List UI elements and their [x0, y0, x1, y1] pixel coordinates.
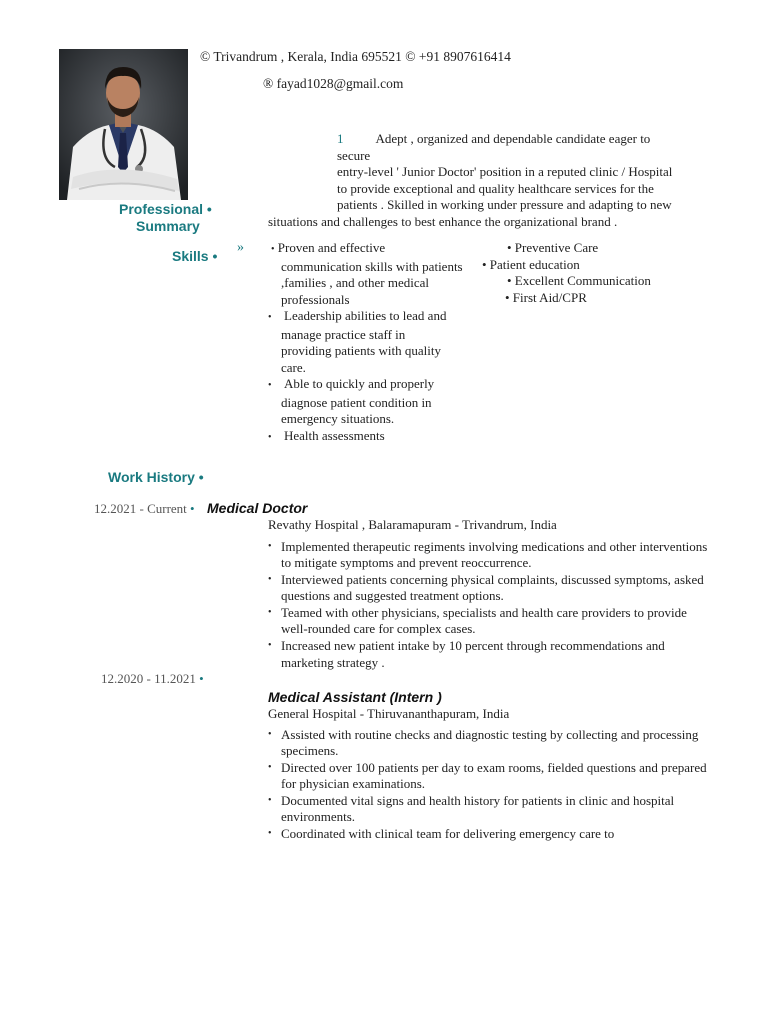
job-employer: General Hospital - Thiruvananthapuram, India — [268, 706, 510, 721]
list-item: • Interviewed patients concerning physical complaints, discussed symptoms, asked questions and suggested treatment options. — [268, 572, 713, 605]
skill-text: emergency situations. — [281, 411, 395, 426]
contact-email: ® fayad1028@gmail.com — [263, 76, 404, 91]
summary-line-6: situations and challenges to best enhance the organizational brand . — [268, 213, 618, 229]
job-title: Medical Doctor — [207, 500, 308, 516]
skill-text: Able to quickly and properly — [284, 376, 435, 391]
skill-text: ,families , and other medical — [281, 275, 430, 290]
list-item: • Coordinated with clinical team for delivering emergency care to — [268, 826, 713, 842]
contact-address-phone: © Trivandrum , Kerala, India 695521 © +91 8907616414 — [200, 49, 511, 64]
skill-text: providing patients with quality — [281, 343, 441, 358]
doctor-portrait-image — [59, 49, 188, 200]
summary-line-3: entry-level ' Junior Doctor' position in a reputed clinic / Hospital — [337, 164, 673, 179]
section-heading-work-history: Work History • — [108, 469, 204, 485]
list-item: • Directed over 100 patients per day to exam rooms, fielded questions and prepared for physician examinations. — [268, 760, 713, 793]
skill-text: Health assessments — [284, 427, 385, 443]
summary-line-5: patients . Skilled in working under pressure and adapting to new — [337, 197, 672, 212]
skill-item: • Health assessments — [268, 427, 385, 443]
skills-marker: » — [237, 240, 244, 255]
summary-marker: 1 — [337, 131, 344, 146]
skill-text: Proven and effective — [277, 240, 386, 255]
skill-text: Leadership abilities to lead and — [284, 308, 447, 323]
list-item: • Implemented therapeutic regiments involving medications and other interventions to mitigate symptoms and prevent reoccurrence. — [268, 539, 713, 572]
dates-bullet: • — [199, 671, 204, 686]
skill-item: • Leadership abilities to lead and — [268, 308, 447, 323]
skill-text: diagnose patient condition in — [281, 394, 432, 410]
skill-item: • Able to quickly and properly — [268, 376, 435, 391]
job-dates — [94, 501, 195, 517]
job-employer: Revathy Hospital , Balaramapuram - Trivandrum, India — [268, 517, 557, 532]
profile-photo — [59, 49, 188, 200]
summary-line-2: secure — [337, 147, 371, 163]
job-bullets — [268, 727, 713, 843]
skills-right-column — [482, 240, 651, 306]
summary-line-1-text: Adept , organized and dependable candidate eager to — [375, 131, 651, 146]
job-dates — [101, 671, 204, 687]
summary-heading-line2: Summary — [136, 218, 200, 234]
skill-item: • Proven and effective — [271, 240, 386, 255]
list-item: • Documented vital signs and health history for patients in clinic and hospital environments. — [268, 793, 713, 826]
summary-line-4: to provide exceptional and quality healthcare services for the — [337, 180, 654, 196]
section-heading-skills: Skills • — [172, 248, 218, 264]
list-item: • Increased new patient intake by 10 percent through recommendations and marketing strategy . — [268, 638, 713, 671]
skill-item: • First Aid/CPR — [505, 289, 587, 305]
dates-bullet: • — [190, 501, 195, 516]
skill-text: manage practice staff in — [281, 326, 406, 342]
summary-line-1 — [268, 131, 718, 148]
skill-item: • Preventive Care — [507, 240, 599, 255]
job-bullets — [268, 539, 713, 671]
skill-text: professionals — [281, 291, 350, 307]
skill-item: • Excellent Communication — [507, 273, 651, 288]
section-heading-summary — [119, 201, 212, 235]
summary-text — [268, 131, 718, 230]
list-item: • Teamed with other physicians, specialists and health care providers to provide well-rounded care for complex cases. — [268, 605, 713, 638]
list-item: • Assisted with routine checks and diagnostic testing by collecting and processing specimens. — [268, 727, 713, 760]
job-title: Medical Assistant (Intern ) — [268, 689, 442, 705]
job-dates-text: 12.2020 - 11.2021 — [101, 671, 196, 686]
skill-item: • Patient education — [482, 256, 580, 272]
skill-text: care. — [281, 359, 306, 375]
job-dates-text: 12.2021 - Current — [94, 501, 187, 516]
summary-heading-line1: Professional • — [119, 201, 212, 217]
skills-left-column — [268, 240, 498, 446]
skill-text: communication skills with patients — [281, 258, 463, 274]
